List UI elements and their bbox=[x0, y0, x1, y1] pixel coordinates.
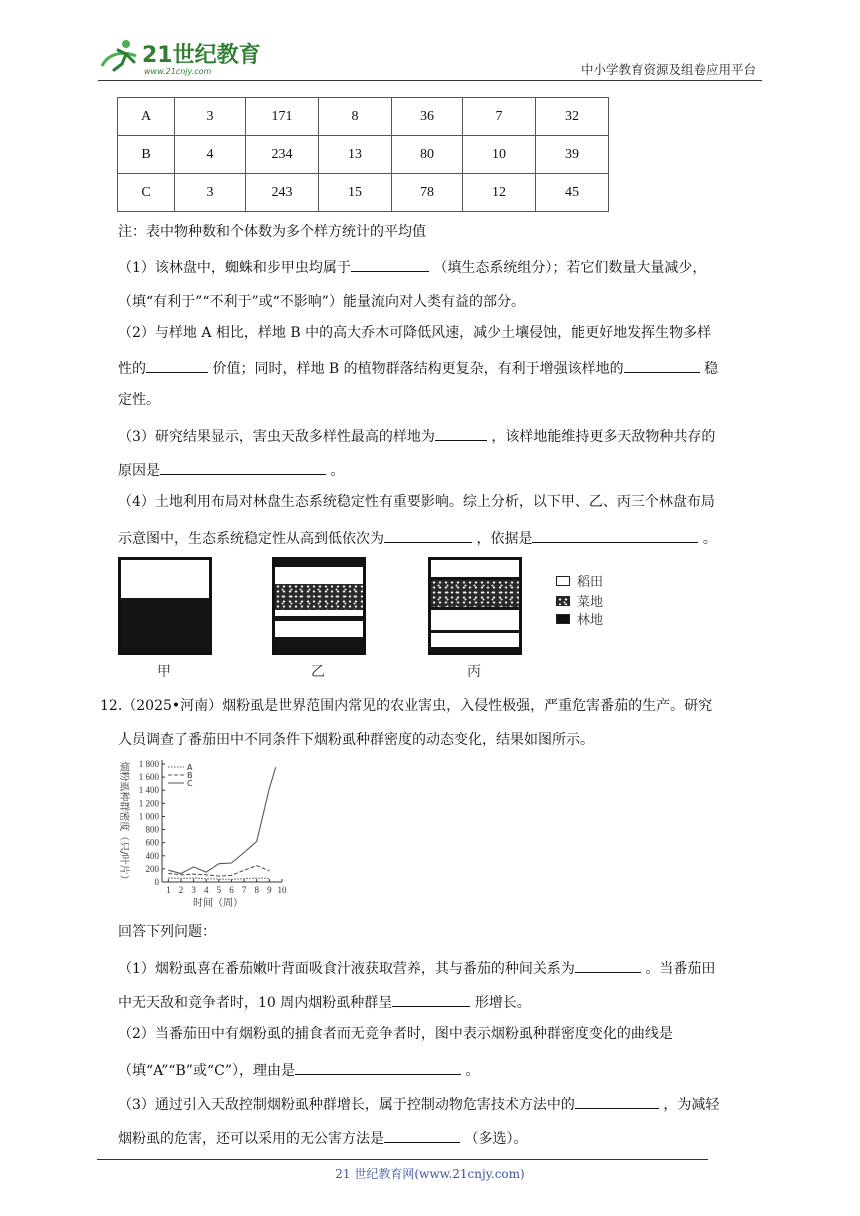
x-tick-label: 9 bbox=[267, 885, 272, 895]
legend-rice-swatch bbox=[556, 576, 570, 586]
layout-yi bbox=[272, 557, 366, 655]
y-tick-label: 800 bbox=[145, 824, 159, 835]
answer-blank[interactable] bbox=[435, 424, 487, 441]
answer-blank[interactable] bbox=[532, 526, 698, 543]
table-note: 注：表中物种数和个体数为多个样方统计的平均值 bbox=[118, 224, 426, 240]
q11-part2-line1: （2）与样地 A 相比，样地 B 中的高大乔木可降低风速，减少土壤侵蚀，能更好地发挥生物多样 bbox=[118, 325, 712, 341]
table-cell: 243 bbox=[246, 174, 319, 212]
table-cell: 3 bbox=[175, 98, 246, 136]
q11-part2-line2: 性的 价值；同时，样地 B 的植物群落结构更复杂，有利于增强该样地的 稳 bbox=[118, 356, 718, 379]
q12-intro-line2: 人员调查了番茄田中不同条件下烟粉虱种群密度的动态变化，结果如图所示。 bbox=[118, 732, 594, 748]
q12-part1-line1: （1）烟粉虱喜在番茄嫩叶背面吸食汁液获取营养，其与番茄的种间关系为 。当番茄田 bbox=[118, 956, 715, 979]
q12-intro-line1: 12.（2025•河南）烟粉虱是世界范围内常见的农业害虫，入侵性极强，严重危害番茄的生产。研究 bbox=[100, 698, 713, 714]
y-axis-label: 烟粉虱种群密度（只/叶片） bbox=[118, 761, 129, 885]
table-cell: 4 bbox=[175, 136, 246, 174]
q11-part3-line2: 原因是 。 bbox=[118, 458, 344, 481]
answer-blank[interactable] bbox=[575, 1092, 659, 1109]
x-tick-label: 6 bbox=[229, 885, 234, 895]
plot-label-cell: A bbox=[118, 98, 175, 136]
table-cell: 7 bbox=[463, 98, 536, 136]
table-cell: 45 bbox=[536, 174, 609, 212]
header-divider bbox=[98, 80, 762, 81]
table-cell: 171 bbox=[246, 98, 319, 136]
table-cell: 80 bbox=[392, 136, 463, 174]
sample-plot-table bbox=[117, 97, 609, 212]
answer-blank[interactable] bbox=[575, 956, 641, 973]
table-cell: 32 bbox=[536, 98, 609, 136]
q12-part3-line1: （3）通过引入天敌控制烟粉虱种群增长，属于控制动物危害技术方法中的 ，为减轻 bbox=[118, 1092, 719, 1115]
layout-bing bbox=[428, 557, 522, 655]
table-cell: 13 bbox=[319, 136, 392, 174]
population-density-chart bbox=[112, 756, 292, 912]
table-cell: 78 bbox=[392, 174, 463, 212]
x-tick-label: 4 bbox=[203, 885, 209, 895]
table-cell: 12 bbox=[463, 174, 536, 212]
y-tick-label: 400 bbox=[145, 850, 159, 861]
q11-part4-line2: 示意图中，生态系统稳定性从高到低依次为 ，依据是 。 bbox=[118, 526, 717, 549]
answer-intro: 回答下列问题： bbox=[118, 924, 216, 940]
label-jia: 甲 bbox=[157, 664, 171, 680]
plot-label-cell: B bbox=[118, 136, 175, 174]
y-tick-label: 1 000 bbox=[138, 811, 159, 822]
y-tick-label: 1 400 bbox=[138, 785, 159, 796]
series-line-b bbox=[168, 866, 269, 876]
y-tick-label: 600 bbox=[145, 837, 159, 848]
answer-blank[interactable] bbox=[146, 356, 208, 373]
legend-label-b: B bbox=[187, 771, 193, 780]
table-cell: 36 bbox=[392, 98, 463, 136]
x-tick-label: 7 bbox=[241, 885, 247, 895]
legend-label-a: A bbox=[187, 763, 193, 772]
q11-part3-line1: （3）研究结果显示，害虫天敌多样性最高的样地为 ，该样地能维持更多天敌物种共存的 bbox=[118, 424, 715, 447]
answer-blank[interactable] bbox=[384, 1126, 460, 1143]
x-tick-label: 8 bbox=[254, 885, 259, 895]
layout-jia bbox=[118, 557, 212, 655]
footer-source: 21 世纪教育网(www.21cnjy.com) bbox=[335, 1167, 525, 1181]
q12-part2-line1: （2）当番茄田中有烟粉虱的捕食者而无竞争者时，图中表示烟粉虱种群密度变化的曲线是 bbox=[118, 1026, 673, 1042]
legend-forest: 林地 bbox=[577, 613, 604, 628]
table-row bbox=[118, 136, 609, 174]
q12-part1-line2: 中无天敌和竞争者时，10 周内烟粉虱种群呈 形增长。 bbox=[118, 990, 531, 1013]
y-tick-label: 0 bbox=[154, 877, 159, 887]
series-line-c bbox=[168, 767, 275, 873]
q11-part1-line2: （填“有利于”“不利于”或“不影响”）能量流向对人类有益的部分。 bbox=[118, 294, 525, 310]
table-cell: 39 bbox=[536, 136, 609, 174]
answer-blank[interactable] bbox=[624, 356, 700, 373]
y-tick-label: 1 200 bbox=[138, 798, 159, 809]
x-tick-label: 10 bbox=[277, 885, 287, 895]
y-tick-label: 200 bbox=[145, 863, 159, 874]
table-row bbox=[118, 98, 609, 136]
y-tick-label: 1 600 bbox=[138, 772, 159, 783]
question-number: 12. bbox=[100, 698, 123, 714]
q12-part2-line2: （填“A”“B”或“C”），理由是 。 bbox=[118, 1058, 479, 1081]
table-cell: 15 bbox=[319, 174, 392, 212]
logo-text: 21世纪教育 bbox=[142, 43, 261, 68]
legend-forest-swatch bbox=[556, 614, 570, 624]
answer-blank[interactable] bbox=[384, 526, 472, 543]
logo-url: www.21cnjy.com bbox=[144, 67, 212, 76]
x-tick-label: 2 bbox=[178, 885, 184, 895]
y-tick-label: 1 800 bbox=[138, 759, 159, 769]
legend-label-c: C bbox=[187, 779, 193, 788]
q11-part1-line1: （1）该林盘中，蜘蛛和步甲虫均属于 （填生态系统组分）；若它们数量大量减少， bbox=[118, 255, 706, 278]
x-tick-label: 5 bbox=[216, 885, 222, 895]
platform-name: 中小学教育资源及组卷应用平台 bbox=[580, 62, 756, 77]
label-yi: 乙 bbox=[311, 664, 325, 680]
x-tick-label: 3 bbox=[191, 885, 196, 895]
answer-blank[interactable] bbox=[295, 1058, 461, 1075]
x-tick-label: 1 bbox=[166, 885, 171, 895]
table-cell: 10 bbox=[463, 136, 536, 174]
answer-blank[interactable] bbox=[392, 990, 470, 1007]
footer-divider bbox=[97, 1159, 708, 1160]
x-axis-label: 时间（周） bbox=[193, 898, 243, 909]
logo bbox=[96, 36, 266, 78]
table-cell: 234 bbox=[246, 136, 319, 174]
q11-part2-line3: 定性。 bbox=[118, 392, 160, 408]
table-cell: 3 bbox=[175, 174, 246, 212]
q12-part3-line2: 烟粉虱的危害，还可以采用的无公害方法是 （多选）。 bbox=[118, 1126, 527, 1149]
answer-blank[interactable] bbox=[351, 255, 429, 272]
q11-part4-line1: （4）土地利用布局对林盘生态系统稳定性有重要影响。综上分析，以下甲、乙、丙三个林盘布局 bbox=[118, 494, 715, 510]
table-row bbox=[118, 174, 609, 212]
legend-veg-swatch bbox=[556, 596, 570, 606]
table-cell: 8 bbox=[319, 98, 392, 136]
legend-veg: 菜地 bbox=[577, 595, 604, 610]
logo-graphic bbox=[96, 36, 266, 78]
label-bing: 丙 bbox=[467, 664, 481, 680]
legend-rice: 稻田 bbox=[577, 575, 604, 590]
plot-label-cell: C bbox=[118, 174, 175, 212]
answer-blank[interactable] bbox=[160, 458, 326, 475]
